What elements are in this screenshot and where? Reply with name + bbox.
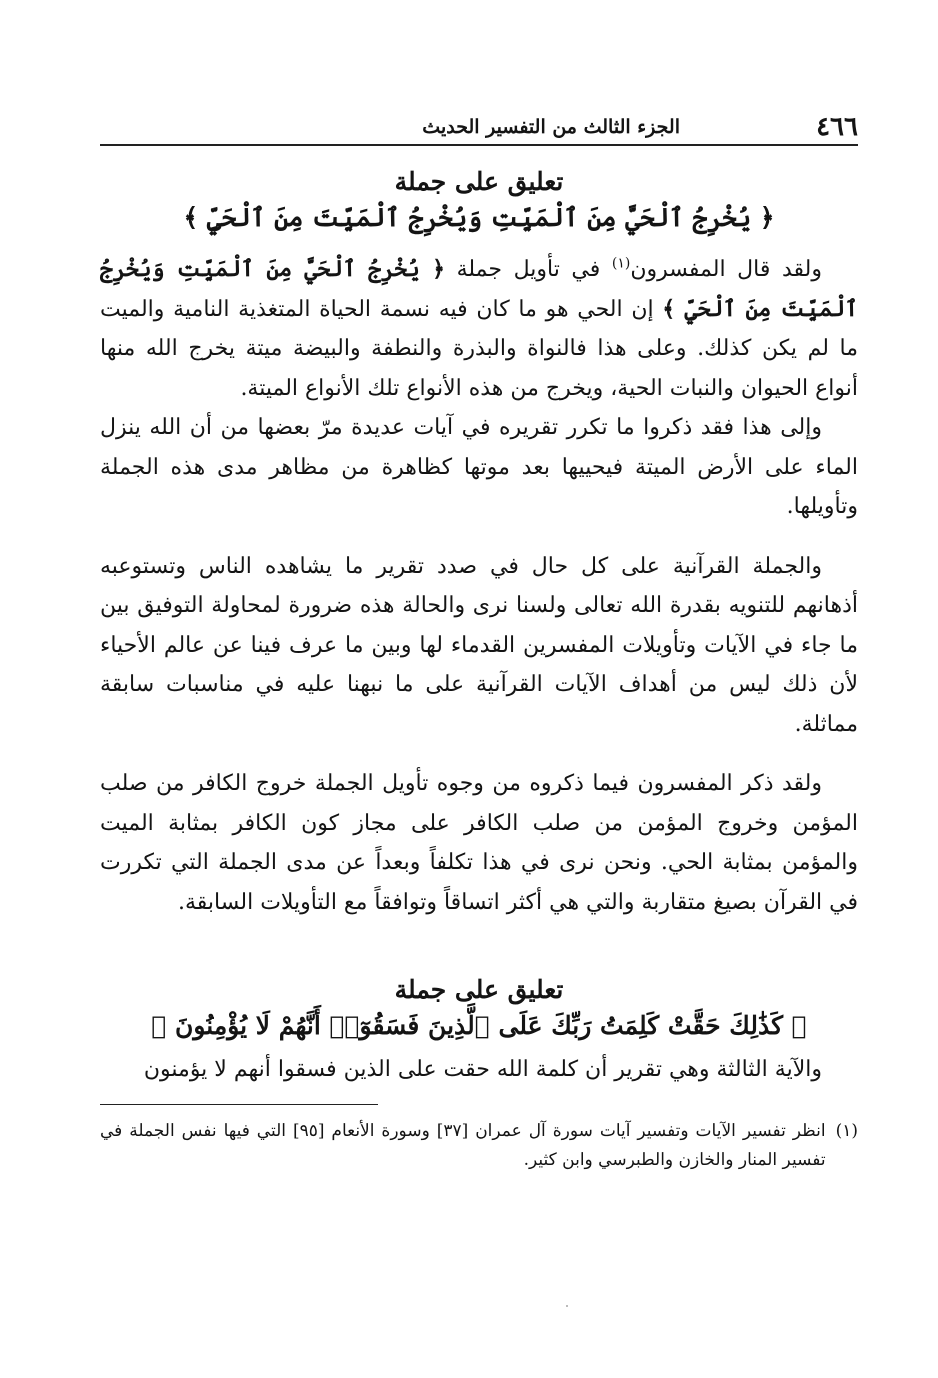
footnote-reference: (١) [611, 255, 631, 272]
scan-speck [566, 1305, 568, 1307]
page-header [100, 108, 858, 146]
footnote-number: (١) [835, 1120, 858, 1141]
paragraph-text: ولقد قال المفسرون [630, 257, 822, 282]
section-heading-block-1 [100, 166, 858, 236]
section-heading-block-2 [100, 974, 858, 1044]
quran-verse: ﴿ يُخْرِجُ ٱلْحَيَّ مِنَ ٱلْمَيِّتِ وَيُخْرِجُ ٱلْمَيِّتَ مِنَ ٱلْحَيِّ ﴾ [183, 202, 775, 232]
paragraph-text: في تأويل جملة [444, 257, 612, 282]
section-heading: تعليق على جملة [394, 975, 564, 1004]
paragraph-text: إن الحي هو ما كان فيه نسمة الحياة المتغذية النامية والميت ما لم يكن كذلك. وعلى هذا فالنواة والبذرة والنطفة والبيضة ميتة يخرج الله منها أنواع الحيوان والنبات الحية، ويخرج من هذه الأنواع تلك الأنواع الميتة. [100, 296, 858, 401]
paragraph-2: وإلى هذا فقد ذكروا ما تكرر تقريره في آيات عديدة مرّ بعضها من أن الله ينزل الماء على الأرض الميتة فيحييها بعد موتها كظاهرة من مظاهر مدى هذه الجملة وتأويلها. [100, 415, 858, 519]
footnote [100, 1117, 858, 1175]
quran-verse: ﴿ كَذَٰلِكَ حَقَّتْ كَلِمَتُ رَبِّكَ عَلَى ٱلَّذِينَ فَسَقُوٓا۟ أَنَّهُمْ لَا يُؤْمِنُونَ ﴾ [151, 1010, 807, 1040]
section-heading: تعليق على جملة [394, 167, 564, 196]
paragraph-1 [100, 250, 858, 408]
paragraph-3: والجملة القرآنية على كل حال في صدد تقرير ما يشاهده الناس وتستوعبه أذهانهم للتنويه بقدرة الله تعالى ولسنا نرى والحالة هذه ضرورة لمحاولة التوفيق بين ما جاء في الآيات وتأويلات المفسرين القدماء لها وبين ما عرف فينا عن عالم الأحياء لأن ذلك ليس من أهداف الآيات القرآنية على ما نبهنا عليه في مناسبات سابقة مماثلة. [100, 553, 858, 737]
footnote-text: انظر تفسير الآيات وتفسير آيات سورة آل عمران [٣٧] وسورة الأنعام [٩٥] التي فيها نفس الجملة في تفسير المنار والخازن والطبرسي وابن كثير. [100, 1120, 826, 1170]
page-number: ٤٦٦ [816, 112, 858, 142]
running-title: الجزء الثالث من التفسير الحديث [422, 116, 680, 138]
paragraph-5: والآية الثالثة وهي تقرير أن كلمة الله حقت على الذين فسقوا أنهم لا يؤمنون [143, 1057, 822, 1082]
paragraph-4: ولقد ذكر المفسرون فيما ذكروه من وجوه تأويل الجملة خروج الكافر من صلب المؤمن وخروج المؤمن من صلب الكافر على مجاز كون الكافر بمثابة الميت والمؤمن بمثابة الحي. ونحن نرى في هذا تكلفاً وبعداً عن مدى الجملة التي تكررت في القرآن بصيغ متقاربة والتي هي أكثر اتساقاً وتوافقاً مع التأويلات السابقة. [100, 771, 858, 915]
footnote-divider [100, 1104, 378, 1105]
book-page [100, 108, 858, 1175]
quran-quote: ﴿ يُخْرِجُ ٱلْحَيَّ مِنَ ٱلْمَيِّتِ وَيُخْرِجُ ٱلْمَيِّتَ مِنَ ٱلْحَيِّ ﴾ [100, 256, 858, 322]
